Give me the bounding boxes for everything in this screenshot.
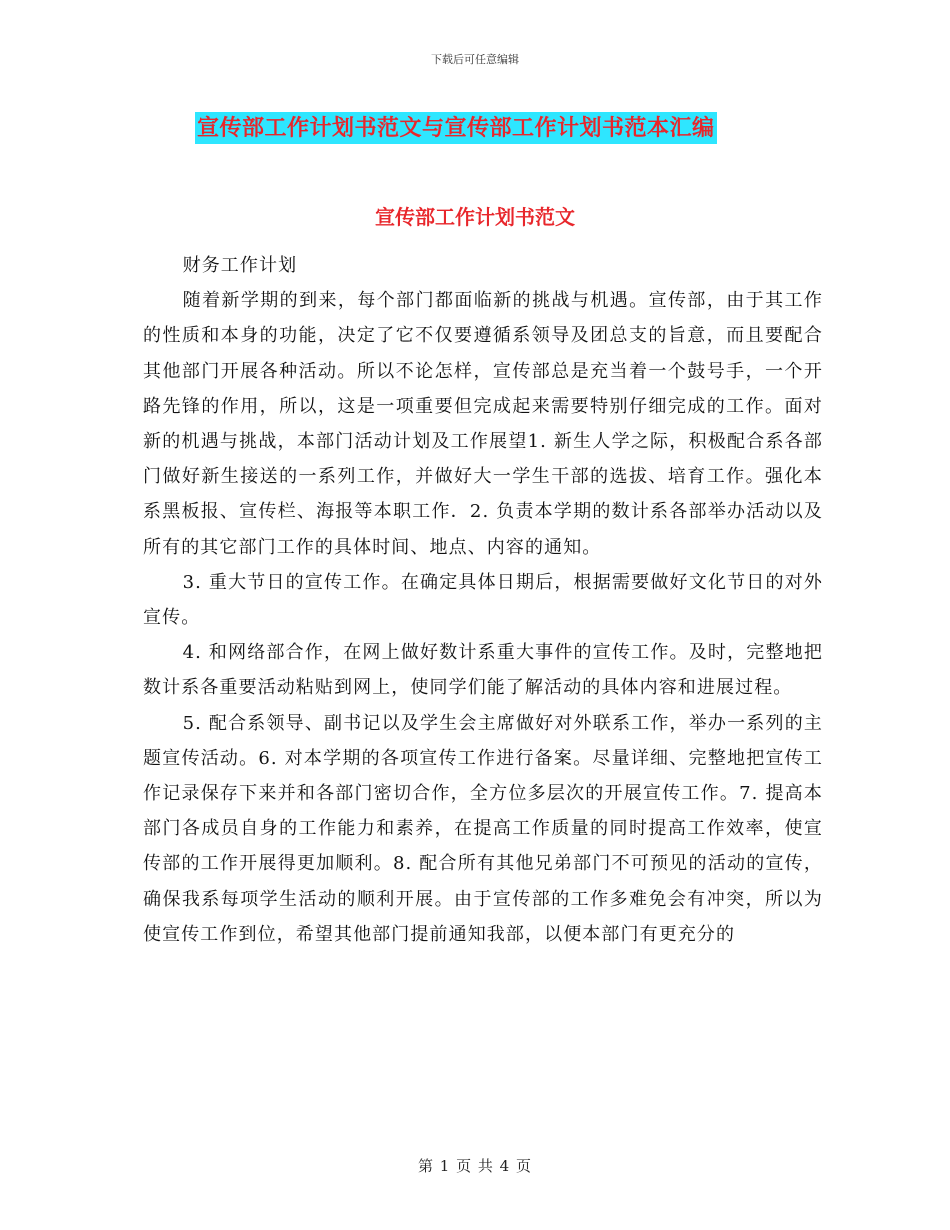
section-title: 宣传部工作计划书范文: [375, 205, 575, 229]
paragraph: 4. 和网络部合作，在网上做好数计系重大事件的宣传工作。及时，完整地把数计系各重要活动粘贴到网上，使同学们能了解活动的具体内容和进展过程。: [143, 642, 823, 699]
paragraph: 3. 重大节日的宣传工作。在确定具体日期后，根据需要做好文化节日的对外宣传。: [143, 571, 823, 629]
page-number: 第 1 页 共 4 页: [418, 1157, 532, 1175]
page-header-note: 下载后可任意编辑: [431, 53, 519, 66]
document-title: 宣传部工作计划书范文与宣传部工作计划书范本汇编: [195, 112, 717, 144]
paragraph-heading: 财务工作计划: [182, 255, 298, 276]
paragraph: 5. 配合系领导、副书记以及学生会主席做好对外联系工作，举办一系列的主题宣传活动。6. 对本学期的各项宣传工作进行备案。尽量详细、完整地把宣传工作记录保存下来并和各部门密切合作，全方位多层次的开展宣传工作。7. 提高本部门各成员自身的工作能力和素养，在提高工作质量的同时提高工作效率，使宣传部的工作开展得更加顺利。8. 配合所有其他兄弟部门不可预见的活动的宣传，确保我系每项学生活动的顺利开展。由于宣传部的工作多难免会有冲突，所以为使宣传工作到位，希望其他部门提前通知我部，以便本部门有更充分的: [143, 712, 823, 945]
paragraph: 随着新学期的到来，每个部门都面临新的挑战与机遇。宣传部，由于其工作的性质和本身的功能，决定了它不仅要遵循系领导及团总支的旨意，而且要配合其他部门开展各种活动。所以不论怎样，宣传部总是充当着一个鼓号手，一个开路先锋的作用，所以，这是一项重要但完成起来需要特别仔细完成的工作。面对新的机遇与挑战，本部门活动计划及工作展望1. 新生人学之际，积极配合系各部门做好新生接送的一系列工作，并做好大一学生干部的选拔、培育工作。强化本系黑板报、宣传栏、海报等本职工作．2. 负责本学期的数计系各部举办活动以及所有的其它部门工作的具体时间、地点、内容的通知。: [143, 290, 823, 558]
document-body: [143, 248, 823, 952]
